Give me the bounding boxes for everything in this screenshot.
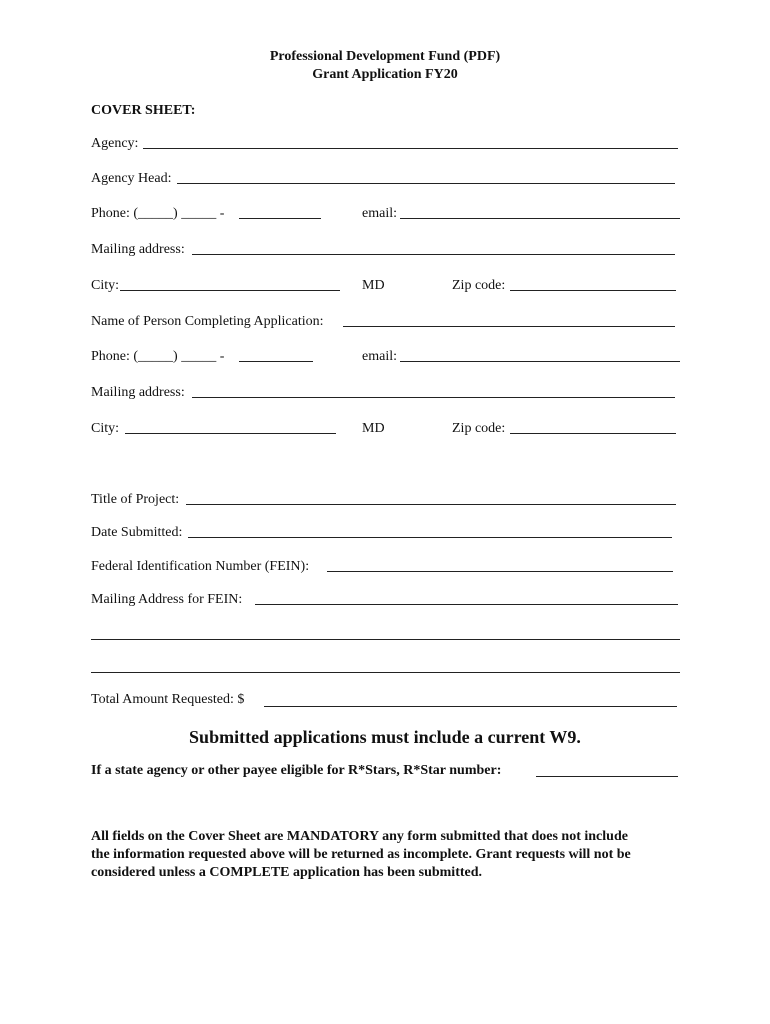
contact-email-field[interactable] [400, 361, 680, 362]
fein-label: Federal Identification Number (FEIN): [91, 559, 310, 574]
contact-city-field[interactable] [125, 433, 336, 434]
rstars-label: If a state agency or other payee eligible for R*Stars, R*Star number: [91, 763, 502, 778]
mailing-address-field[interactable] [192, 254, 675, 255]
contact-phone-field[interactable] [239, 361, 313, 362]
city-field[interactable] [120, 290, 340, 291]
phone-field[interactable] [239, 218, 321, 219]
mailing-address-label: Mailing address: [91, 242, 185, 257]
contact-mailing-field[interactable] [192, 397, 675, 398]
agency-head-label: Agency Head: [91, 171, 172, 186]
zip-field[interactable] [510, 290, 676, 291]
form-subtitle: Grant Application FY20 [312, 67, 458, 82]
contact-state-label: MD [362, 421, 385, 436]
project-title-label: Title of Project: [91, 492, 180, 507]
form-title: Professional Development Fund (PDF) [269, 49, 501, 64]
contact-zip-label: Zip code: [452, 421, 506, 436]
total-amount-label: Total Amount Requested: $ [91, 692, 245, 707]
agency-field[interactable] [143, 148, 678, 149]
person-completing-field[interactable] [343, 326, 675, 327]
zip-label: Zip code: [452, 278, 506, 293]
email-label: email: [362, 206, 397, 221]
state-label: MD [362, 278, 385, 293]
date-submitted-label: Date Submitted: [91, 525, 183, 540]
fein-address-line-2[interactable] [91, 639, 680, 640]
city-label: City: [91, 278, 120, 293]
agency-label: Agency: [91, 136, 139, 151]
contact-phone-label: Phone: (_____) _____ - [91, 349, 225, 364]
contact-email-label: email: [362, 349, 397, 364]
contact-zip-field[interactable] [510, 433, 676, 434]
contact-mailing-label: Mailing address: [91, 385, 185, 400]
cover-sheet-heading: COVER SHEET: [91, 103, 196, 118]
fein-address-line-3[interactable] [91, 672, 680, 673]
date-submitted-field[interactable] [188, 537, 672, 538]
contact-city-label: City: [91, 421, 120, 436]
rstars-field[interactable] [536, 776, 678, 777]
mandatory-notice-line: the information requested above will be returned as incomplete. Grant requests will not be [91, 847, 631, 862]
fein-field[interactable] [327, 571, 673, 572]
mandatory-notice-line: All fields on the Cover Sheet are MANDATORY any form submitted that does not include [91, 829, 628, 844]
agency-head-field[interactable] [177, 183, 675, 184]
project-title-field[interactable] [186, 504, 676, 505]
person-completing-label: Name of Person Completing Application: [91, 314, 324, 329]
total-amount-field[interactable] [264, 706, 677, 707]
mandatory-notice-line: considered unless a COMPLETE application has been submitted. [91, 865, 483, 880]
email-field[interactable] [400, 218, 680, 219]
w9-notice: Submitted applications must include a current W9. [189, 727, 581, 747]
phone-label: Phone: (_____) _____ - [91, 206, 225, 221]
fein-address-field[interactable] [255, 604, 678, 605]
fein-address-label: Mailing Address for FEIN: [91, 592, 243, 607]
